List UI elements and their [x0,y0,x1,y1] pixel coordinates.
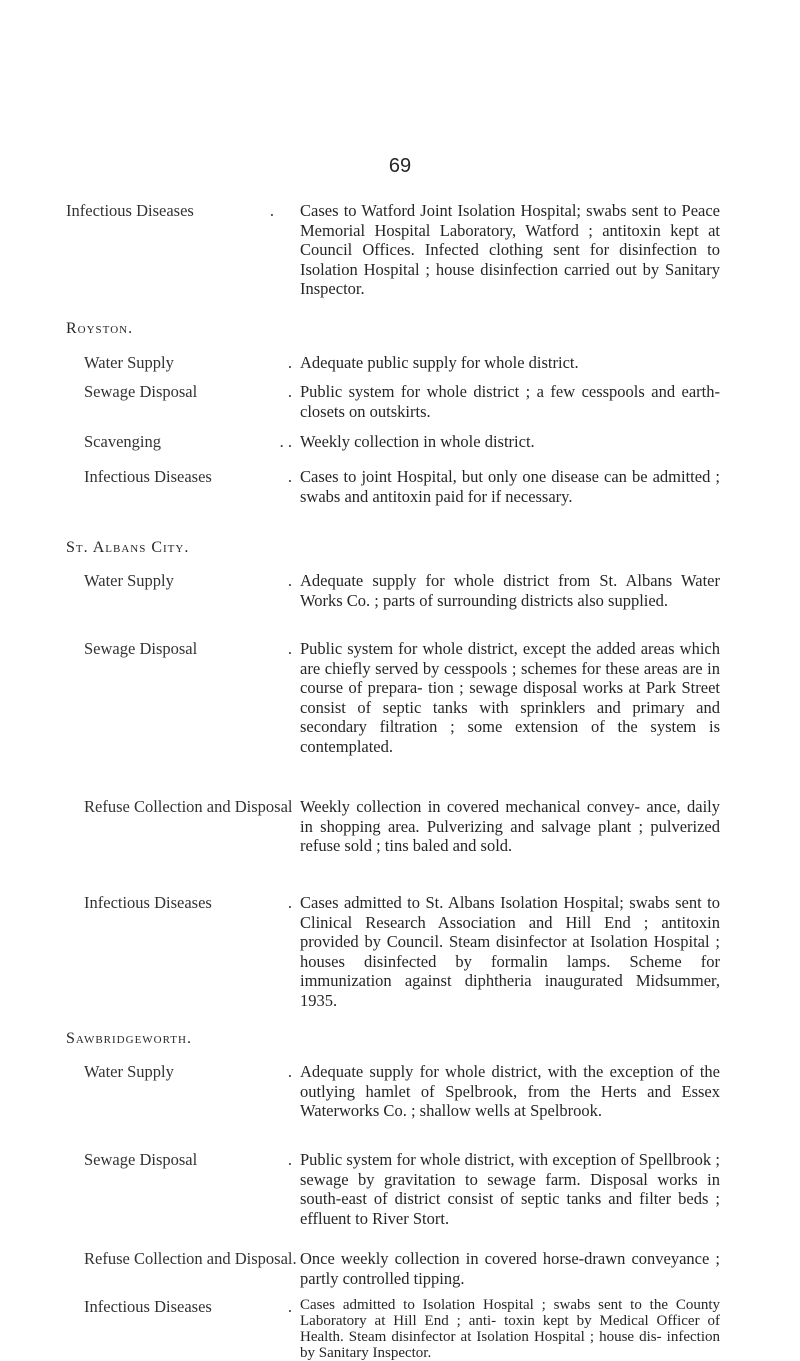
section-title-sawbridgeworth: Sawbridgeworth. [66,1030,192,1047]
entry-label: Sewage Disposal . [84,639,292,658]
entry-label: Infectious Diseases . [84,1297,292,1316]
entry-text: Once weekly collection in covered horse-drawn conveyance ; partly controlled tipping. [300,1249,720,1288]
entry-text: Weekly collection in whole district. [300,432,535,451]
entry-text: Adequate supply for whole district, with the exception of the outlying hamlet of Spelbrook, from the Herts and Essex Waterworks Co. ; shallow wells at Spelbrook. [300,1062,720,1120]
entry-label: Water Supply . [84,353,292,372]
entry-text: Cases to Watford Joint Isolation Hospital; swabs sent to Peace Memorial Hospital Laboratory, Watford ; antitoxin kept at Council Offices. Infected clothing sent for disinfection to Isolation Hospital ; house disinfection carried out by Sanitary Inspector. [300,201,720,298]
page-number: 69 [388,155,412,177]
entry-text: Cases admitted to St. Albans Isolation Hospital; swabs sent to Clinical Research Association and Hill End ; antitoxin provided by Council. Steam disinfector at Isolation Hospital ; houses disinfected by formalin lamps. Scheme for immunization against diphtheria inaugurated Midsummer, 1935. [300,893,720,1010]
entry-text: Cases to joint Hospital, but only one disease can be admitted ; swabs and antitoxin paid for if necessary. [300,467,720,506]
entry-label: Scavenging . . [84,432,292,451]
entry-label: Water Supply . [84,571,292,590]
entry-text: Adequate supply for whole district from St. Albans Water Works Co. ; parts of surrounding districts also supplied. [300,571,720,610]
entry-label: Refuse Collection and Disposal [84,797,293,816]
entry-text: Public system for whole district ; a few cesspools and earth-closets on outskirts. [300,382,720,421]
entry-label: Infectious Diseases . [66,201,274,220]
entry-label: Sewage Disposal . [84,1150,292,1169]
entry-text: Adequate public supply for whole district. [300,353,579,372]
entry-label: Infectious Diseases . [84,467,292,486]
entry-text: Cases admitted to Isolation Hospital ; swabs sent to the County Laboratory at Hill End ; anti- toxin kept by Medical Officer of Health. Steam disinfector at Isolation Hospital ; house dis- infection by Sanitary Inspector. [300,1297,720,1361]
section-title-st-albans-city: St. Albans City. [66,539,190,556]
entry-label: Refuse Collection and Disposal. [84,1249,297,1268]
entry-text: Public system for whole district, with exception of Spellbrook ; sewage by gravitation to sewage farm. Disposal works in south-east of district consist of septic tanks and filter beds ; effluent to River Stort. [300,1150,720,1228]
section-title-royston: Royston. [66,320,134,337]
entry-label: Infectious Diseases . [84,893,292,912]
entry-text: Weekly collection in covered mechanical convey- ance, daily in shopping area. Pulverizing and salvage plant ; pulverized refuse sold ; tins baled and sold. [300,797,720,855]
entry-label: Water Supply . [84,1062,292,1081]
entry-text: Public system for whole district, except the added areas which are chiefly served by cesspools ; schemes for these areas are in course of prepara- tion ; sewage disposal works at Park Street consist of septic tanks with sprinklers and primary and secondary filtration ; some extension of the system is contemplated. [300,639,720,756]
entry-label: Sewage Disposal . [84,382,292,401]
